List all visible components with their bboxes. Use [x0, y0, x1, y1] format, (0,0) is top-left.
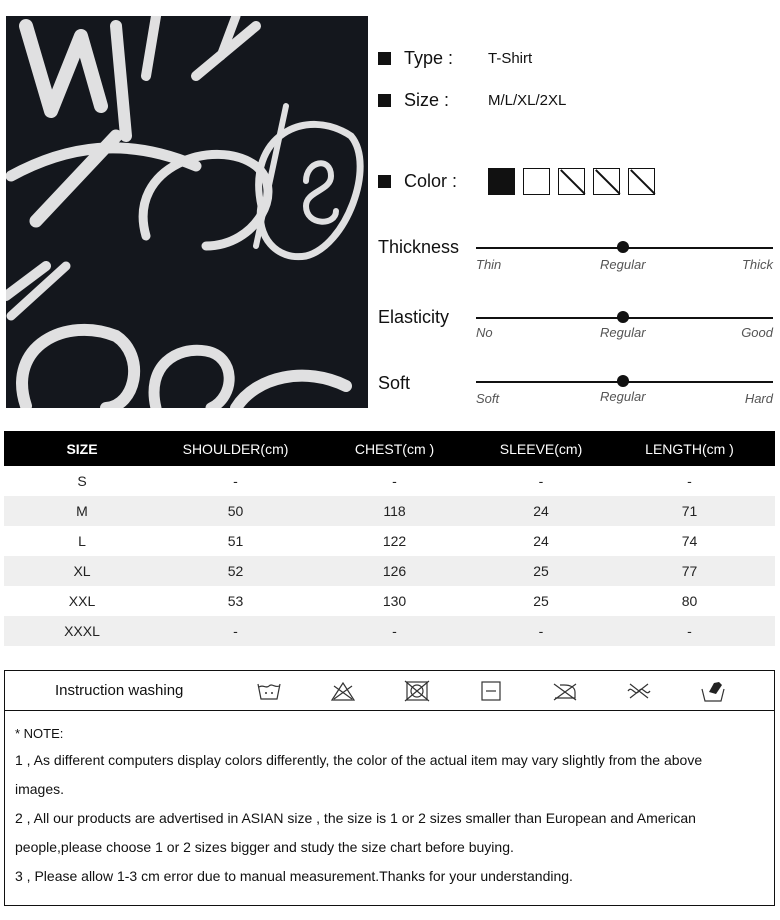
color-row	[378, 168, 655, 195]
color-swatch-unavailable[interactable]	[628, 168, 655, 195]
note-heading: * NOTE:	[15, 726, 64, 741]
bullet-square-icon	[378, 52, 391, 65]
scale-marker	[617, 311, 629, 323]
cell-shoulder: -	[233, 473, 238, 489]
cell-sleeve: 24	[533, 533, 549, 549]
table-row	[4, 586, 775, 616]
cell-sleeve: 24	[478, 496, 604, 526]
thickness-label: Thickness	[378, 237, 460, 257]
header-size: SIZE	[4, 431, 160, 466]
scale-tick-right: Hard	[744, 391, 773, 406]
scale-tick-mid: Regular	[600, 325, 646, 340]
header-sleeve: SLEEVE(cm)	[478, 431, 604, 466]
washing-instructions	[4, 670, 775, 711]
cell-shoulder: -	[160, 616, 311, 646]
do-not-bleach-icon	[330, 680, 356, 702]
size-value: M/L/XL/2XL	[488, 92, 567, 109]
color-swatch-unavailable[interactable]	[558, 168, 585, 195]
soft-label: Soft	[378, 373, 411, 393]
cell-length: -	[604, 616, 775, 646]
cell-shoulder: 51	[227, 533, 244, 549]
cell-sleeve: -	[538, 473, 544, 489]
cell-length: 71	[604, 496, 775, 526]
size-row	[378, 90, 566, 111]
color-swatch-white[interactable]	[523, 168, 550, 195]
cell-sleeve: 25	[478, 556, 604, 586]
scale-tick-mid: Regular	[600, 257, 646, 272]
header-length: LENGTH(cm )	[604, 431, 775, 466]
scale-tick-left: Soft	[476, 391, 500, 406]
product-photo	[6, 16, 368, 408]
table-row	[4, 526, 775, 556]
header-shoulder: SHOULDER(cm)	[160, 431, 311, 466]
cell-length: 77	[604, 556, 775, 586]
cell-sleeve: 25	[533, 593, 549, 609]
color-label: Color :	[404, 171, 458, 191]
do-not-iron-icon	[552, 680, 578, 702]
type-label: Type :	[404, 48, 454, 68]
scale-marker	[617, 375, 629, 387]
elasticity-label: Elasticity	[378, 307, 450, 327]
table-header-row	[4, 431, 775, 466]
header-chest: CHEST(cm )	[311, 431, 478, 466]
scale-tick-mid: Regular	[600, 389, 646, 404]
elasticity-scale	[378, 306, 773, 346]
note-line: 3 , Please allow 1-3 cm error due to manual measurement.Thanks for your understanding.	[15, 868, 573, 884]
hand-wash-icon	[700, 680, 726, 702]
cell-size: XXXL	[4, 616, 160, 646]
type-value: T-Shirt	[488, 50, 533, 67]
cell-shoulder: 52	[160, 556, 311, 586]
cell-length: 80	[681, 593, 698, 609]
thickness-scale	[378, 236, 773, 276]
hand-wash-30-icon	[256, 680, 282, 702]
note-line: 2 , All our products are advertised in ASIAN size , the size is 1 or 2 sizes smaller than European and American	[15, 810, 696, 826]
bullet-square-icon	[378, 175, 391, 188]
dry-flat-icon	[478, 680, 504, 702]
cell-chest: -	[311, 616, 478, 646]
cell-size: XXL	[68, 593, 96, 609]
do-not-wring-icon	[626, 680, 652, 702]
graffiti-print-image	[6, 16, 368, 408]
table-row	[4, 556, 775, 586]
cell-chest: 126	[311, 556, 478, 586]
scale-marker	[617, 241, 629, 253]
color-swatch-unavailable[interactable]	[593, 168, 620, 195]
size-chart-table	[4, 431, 775, 646]
type-row	[378, 48, 532, 69]
note-line: people,please choose 1 or 2 sizes bigger and study the size chart before buying.	[15, 839, 514, 855]
cell-size: S	[77, 473, 87, 489]
cell-sleeve: -	[478, 616, 604, 646]
cell-length: 74	[681, 533, 698, 549]
cell-shoulder: 53	[227, 593, 244, 609]
soft-scale	[378, 370, 773, 410]
do-not-tumble-dry-icon	[404, 680, 430, 702]
note-line: images.	[15, 781, 65, 797]
cell-size: M	[4, 496, 160, 526]
cell-chest: 118	[311, 496, 478, 526]
cell-shoulder: 50	[160, 496, 311, 526]
cell-chest: 122	[382, 533, 407, 549]
cell-size: XL	[4, 556, 160, 586]
size-label: Size :	[404, 90, 450, 110]
cell-length: -	[687, 473, 692, 489]
table-row	[4, 616, 775, 646]
cell-chest: 130	[382, 593, 407, 609]
notes-section	[4, 710, 775, 906]
scale-tick-right: Thick	[741, 257, 773, 272]
washing-title: Instruction washing	[55, 682, 184, 699]
bullet-square-icon	[378, 94, 391, 107]
color-swatches	[488, 168, 655, 195]
scale-tick-left: No	[476, 325, 493, 340]
table-row	[4, 496, 775, 526]
scale-tick-left: Thin	[476, 257, 502, 272]
scale-tick-right: Good	[741, 325, 773, 340]
cell-size: L	[78, 533, 86, 549]
color-swatch-black[interactable]	[488, 168, 515, 195]
table-row	[4, 466, 775, 496]
washing-icons	[256, 680, 774, 702]
cell-chest: -	[392, 473, 397, 489]
note-line: 1 , As different computers display colors differently, the color of the actual item may vary slightly from the above	[15, 752, 703, 768]
